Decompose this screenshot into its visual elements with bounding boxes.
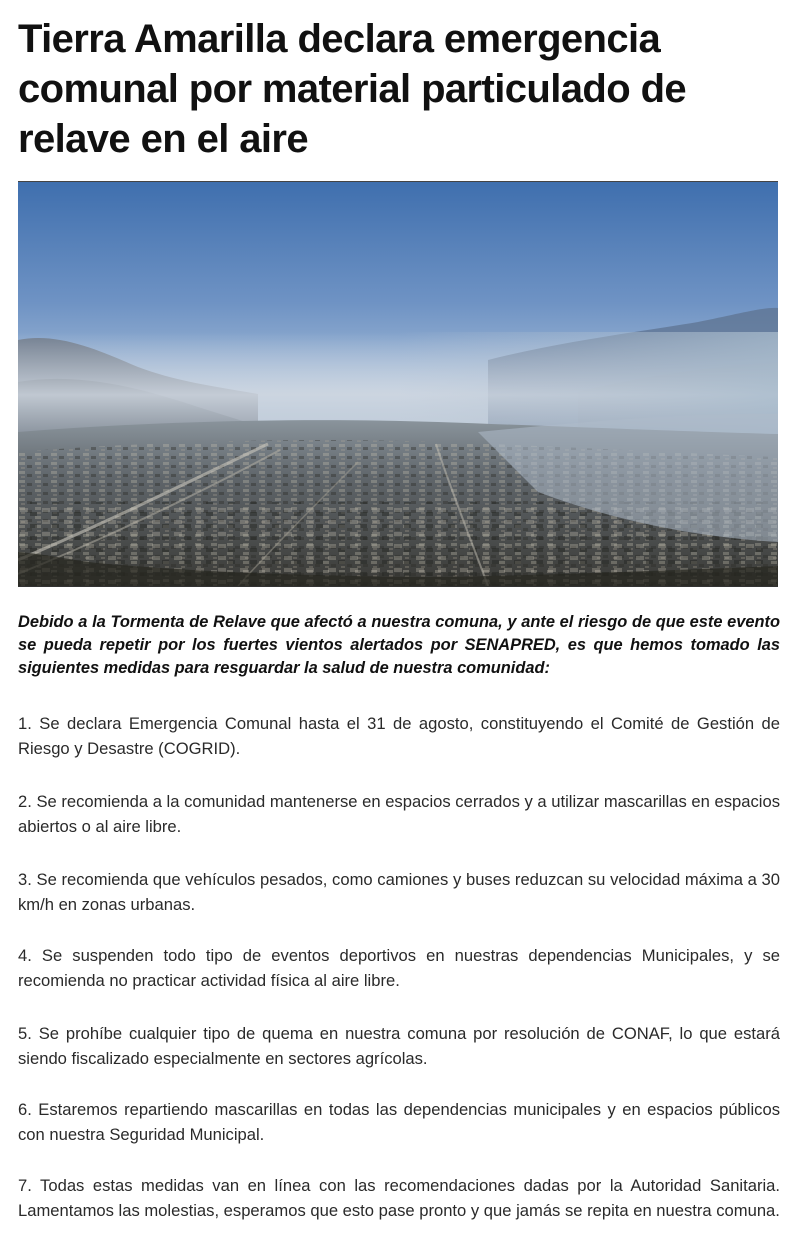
measure-item-7: 7. Todas estas medidas van en línea con las recomendaciones dadas por la Autoridad Sanitaria. Lamentamos las molestias, esperamos que esto pase pronto y que jamás se repita en nuestra comuna. xyxy=(18,1176,780,1220)
measure-item-5: 5. Se prohíbe cualquier tipo de quema en nuestra comuna por resolución de CONAF, lo que estará siendo fiscalizado especialmente en sectores agrícolas. xyxy=(18,1024,780,1068)
measure-item-6: 6. Estaremos repartiendo mascarillas en todas las dependencias municipales y en espacios públicos con nuestra Seguridad Municipal. xyxy=(18,1100,780,1144)
article-title: Tierra Amarilla declara emergencia comunal por material particulado de relave en el aire xyxy=(18,17,687,161)
measure-item-1: 1. Se declara Emergencia Comunal hasta el 31 de agosto, constituyendo el Comité de Gestión de Riesgo y Desastre (COGRID). xyxy=(18,714,780,758)
article-lead: Debido a la Tormenta de Relave que afectó a nuestra comuna, y ante el riesgo de que este evento se pueda repetir por los fuertes vientos alertados por SENAPRED, es que hemos tomado las siguientes medidas para resguardar la salud de nuestra comunidad: xyxy=(18,613,780,677)
measure-item-4: 4. Se suspenden todo tipo de eventos deportivos en nuestras dependencias Municipales, y se recomienda no practicar actividad física al aire libre. xyxy=(18,946,780,990)
hero-image xyxy=(18,181,778,587)
measure-item-2: 2. Se recomienda a la comunidad mantenerse en espacios cerrados y a utilizar mascarillas en espacios abiertos o al aire libre. xyxy=(18,792,780,836)
measure-item-3: 3. Se recomienda que vehículos pesados, como camiones y buses reduzcan su velocidad máxima a 30 km/h en zonas urbanas. xyxy=(18,870,780,914)
dust-cloud-photo xyxy=(18,182,778,586)
